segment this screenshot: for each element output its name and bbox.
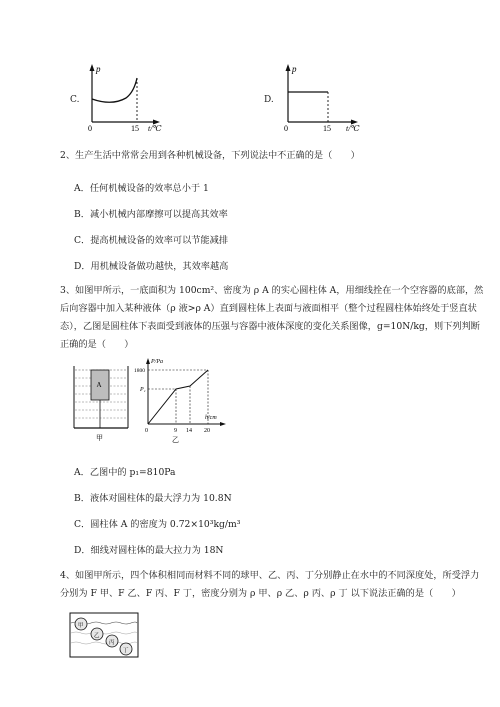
q3-block-label: A	[96, 381, 102, 389]
q3-stem-line-1: 3、如图甲所示，一底面积为 100cm²、密度为 ρ A 的实心圆柱体 A，用细线拴在一个空容器的底部，然	[60, 285, 484, 296]
ball-label-yi: 乙	[94, 633, 100, 639]
graph-d-origin: 0	[284, 124, 288, 133]
q4-stem-line-1: 4、如图甲所示，四个体积相同而材料不同的球甲、乙、丙、丁分别静止在水中的不同深度处，所受浮力	[60, 570, 480, 581]
graph-option-c	[82, 62, 162, 132]
q3-graph-axis-x: h/cm	[205, 415, 217, 421]
q2-option-a: A．任何机械设备的效率总小于 1	[74, 183, 209, 194]
graph-d-axis-x: t/℃	[346, 124, 360, 133]
q4-figure-balls	[68, 611, 140, 659]
q3-figure-pressure-graph	[134, 356, 228, 446]
q4-stem-line-2: 分别为 F 甲、F 乙、F 丙、F 丁，密度分别为 ρ 甲、ρ 乙、ρ 丙、ρ 丁 以下说法正确的是（ ）	[60, 588, 461, 599]
q3-graph-y-tick-1800: 1800	[134, 368, 145, 374]
graph-d-axis-y: p	[292, 64, 297, 74]
q3-graph-x-tick-0: 0	[145, 428, 148, 434]
q3-caption-jia: 甲	[96, 434, 103, 442]
q2-stem: 2、生产生活中常常会用到各种机械设备，下列说法中不正确的是（ ）	[60, 150, 360, 161]
graph-c-axis-x: t/℃	[148, 124, 162, 133]
graph-c-origin: 0	[88, 124, 92, 133]
q3-caption-yi: 乙	[172, 436, 179, 444]
graph-option-d	[278, 62, 363, 132]
q2-option-b: B．减小机械内部摩擦可以提高其效率	[74, 209, 228, 220]
q3-option-c: C．圆柱体 A 的密度为 0.72×10³kg/m³	[74, 519, 241, 530]
q3-stem-line-2: 后向容器中加入某种液体（ρ 液>ρ A）直到圆柱体上表面与液面相平（整个过程圆柱体始终处于竖直状	[60, 303, 477, 314]
option-c-label: C.	[70, 95, 80, 105]
ball-label-jia: 甲	[78, 623, 84, 629]
graph-d-x-tick: 15	[323, 124, 331, 133]
q3-figure-container	[72, 362, 130, 444]
q2-option-d: D．用机械设备做功越快，其效率越高	[74, 261, 229, 272]
graph-c-axis-y: p	[96, 64, 101, 74]
option-d-label: D.	[264, 95, 274, 105]
q3-option-b: B．液体对圆柱体的最大浮力为 10.8N	[74, 493, 232, 504]
q3-graph-x-tick-20: 20	[204, 428, 210, 434]
q2-option-c: C．提高机械设备的效率可以节能减排	[74, 235, 229, 246]
graph-c-x-tick: 15	[131, 124, 139, 133]
q3-graph-axis-y: P/Pa	[151, 359, 163, 365]
q3-stem-line-3: 态），乙图是圆柱体下表面受到液体的压强与容器中液体深度的变化关系图像，g=10N/kg，则下列判断	[60, 321, 480, 332]
ball-label-bing: 丙	[109, 640, 115, 646]
q3-option-a: A．乙图中的 p₁=810Pa	[74, 467, 176, 478]
q3-stem-line-4: 正确的是（ ）	[60, 339, 134, 350]
q3-graph-x-tick-14: 14	[186, 428, 192, 434]
q3-graph-y-tick-p1: P₁	[140, 387, 146, 393]
q3-option-d: D．细线对圆柱体的最大拉力为 18N	[74, 545, 224, 556]
q3-graph-x-tick-9: 9	[174, 428, 177, 434]
ball-label-ding: 丁	[123, 648, 129, 654]
